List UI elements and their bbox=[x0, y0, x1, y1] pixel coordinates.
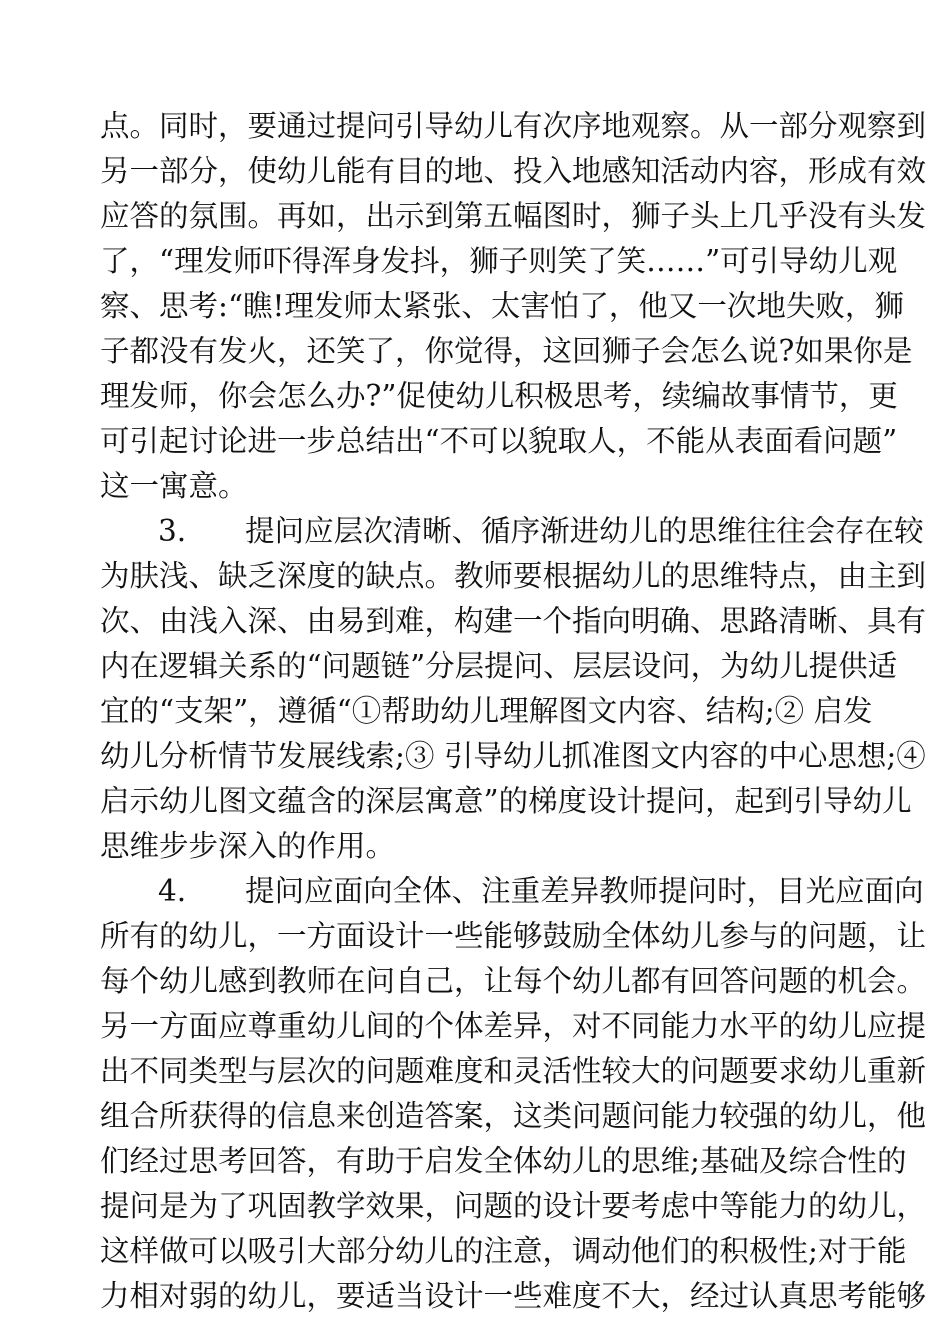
text-line: 可引起讨论进一步总结出“不可以貌取人，不能从表面看问题” bbox=[100, 424, 898, 458]
text-line: 思维步步深入的作用。 bbox=[100, 829, 396, 863]
text-line: 点。同时，要通过提问引导幼儿有次序地观察。从一部分观察到 bbox=[100, 109, 927, 143]
text-line: 每个幼儿感到教师在问自己，让每个幼儿都有回答问题的机会。 bbox=[100, 964, 927, 998]
text-line: 应答的氛围。再如，出示到第五幅图时，狮子头上几乎没有头发 bbox=[100, 199, 927, 233]
text-line: 宜的“支架”，遵循“①帮助幼儿理解图文内容、结构;② 启发 bbox=[100, 694, 873, 728]
text-line: 力相对弱的幼儿，要适当设计一些难度不大，经过认真思考能够 bbox=[100, 1279, 927, 1313]
text-line: 察、思考:“瞧!理发师太紧张、太害怕了，他又一次地失败，狮 bbox=[100, 289, 904, 323]
text-line: 了，“理发师吓得浑身发抖，狮子则笑了笑……”可引导幼儿观 bbox=[100, 244, 898, 278]
text-line: 组合所获得的信息来创造答案，这类问题问能力较强的幼儿，他 bbox=[100, 1099, 927, 1133]
text-line: 内在逻辑关系的“问题链”分层提问、层层设问，为幼儿提供适 bbox=[100, 649, 898, 683]
text-line: 所有的幼儿，一方面设计一些能够鼓励全体幼儿参与的问题，让 bbox=[100, 919, 927, 953]
text-line: 另一方面应尊重幼儿间的个体差异，对不同能力水平的幼儿应提 bbox=[100, 1009, 927, 1043]
section-heading-3: 3. 提问应层次清晰、循序渐进幼儿的思维往往会存在较 bbox=[158, 514, 924, 548]
text-line: 为肤浅、缺乏深度的缺点。教师要根据幼儿的思维特点，由主到 bbox=[100, 559, 927, 593]
text-line: 幼儿分析情节发展线索;③ 引导幼儿抓准图文内容的中心思想;④ bbox=[100, 739, 926, 773]
text-line: 理发师，你会怎么办?”促使幼儿积极思考，续编故事情节，更 bbox=[100, 379, 898, 413]
text-line: 们经过思考回答，有助于启发全体幼儿的思维;基础及综合性的 bbox=[100, 1144, 907, 1178]
text-line: 提问是为了巩固教学效果，问题的设计要考虑中等能力的幼儿， bbox=[100, 1189, 927, 1223]
text-line: 启示幼儿图文蕴含的深层寓意”的梯度设计提问，起到引导幼儿 bbox=[100, 784, 912, 818]
text-line: 子都没有发火，还笑了，你觉得，这回狮子会怎么说?如果你是 bbox=[100, 334, 913, 368]
text-line: 出不同类型与层次的问题难度和灵活性较大的问题要求幼儿重新 bbox=[100, 1054, 927, 1088]
section-heading-4: 4. 提问应面向全体、注重差异教师提问时，目光应面向 bbox=[158, 874, 924, 908]
text-line: 另一部分，使幼儿能有目的地、投入地感知活动内容，形成有效 bbox=[100, 154, 927, 188]
text-line: 这一寓意。 bbox=[100, 469, 248, 503]
text-line: 次、由浅入深、由易到难，构建一个指向明确、思路清晰、具有 bbox=[100, 604, 927, 638]
text-line: 这样做可以吸引大部分幼儿的注意，调动他们的积极性;对于能 bbox=[100, 1234, 907, 1268]
